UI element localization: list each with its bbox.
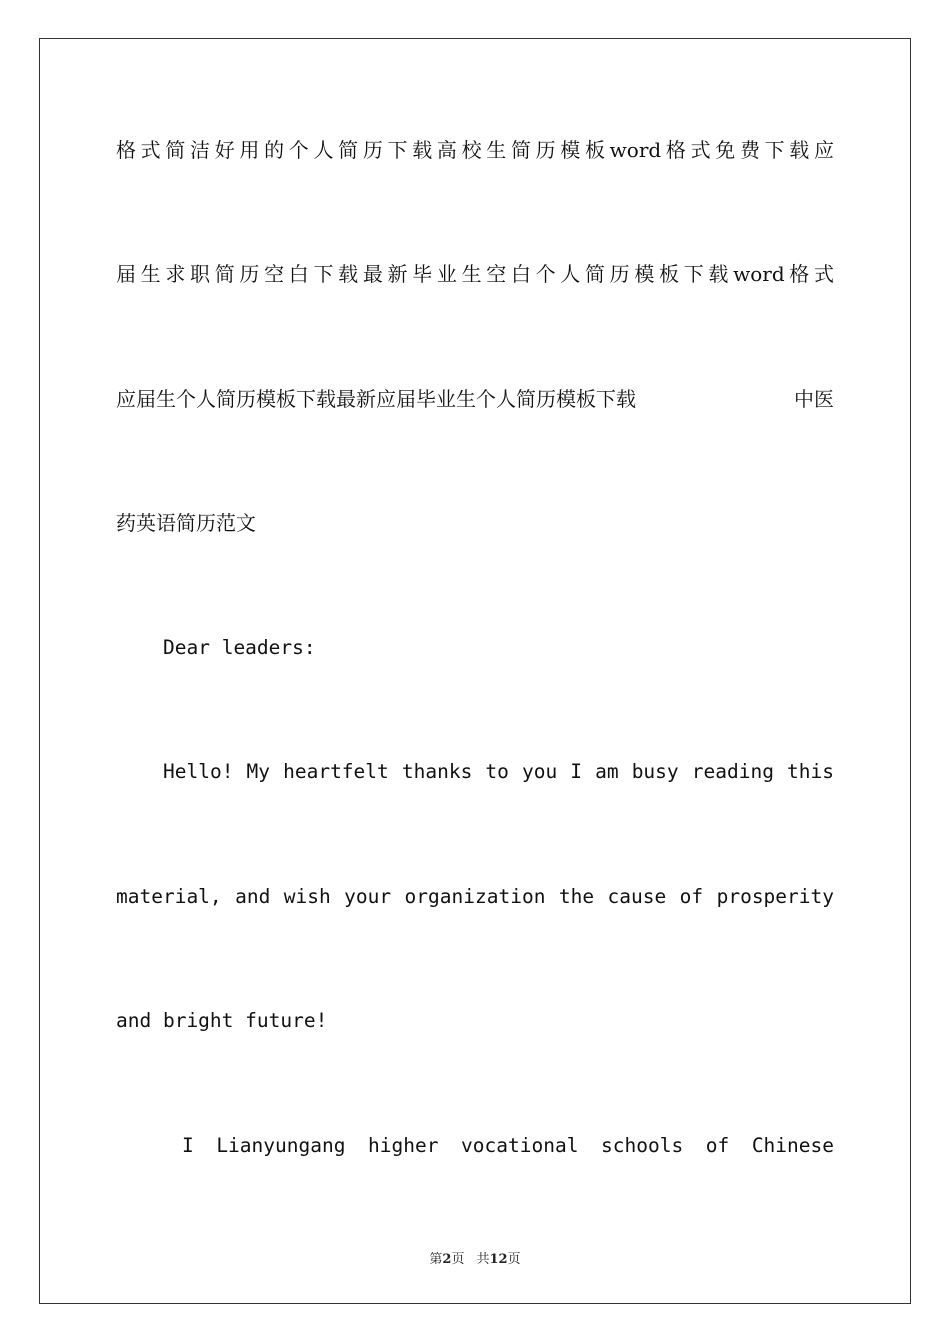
body-line-3-text: 应届生个人简历模板下载最新应届毕业生个人简历模板下载 (116, 387, 636, 411)
page-footer (0, 1248, 950, 1267)
body-line-2: 届生求职简历空白下载最新毕业生空白个人简历模板下载word格式 (116, 262, 834, 286)
page-frame (39, 38, 911, 1304)
page-number: 2 (442, 1252, 452, 1267)
salutation: Dear leaders: (163, 636, 316, 659)
body-line-4: 药英语简历范文 (116, 511, 256, 535)
page-prefix: 第 (429, 1252, 443, 1267)
total-suffix: 页 (507, 1252, 521, 1267)
paragraph-line-1: Hello! My heartfelt thanks to you I am busy reading this (163, 760, 834, 783)
page-suffix: 页 (451, 1252, 465, 1267)
total-prefix: 共 (476, 1252, 490, 1267)
body-line-3 (116, 386, 834, 412)
total-pages: 12 (489, 1252, 508, 1267)
paragraph-line-2: material, and wish your organization the cause of prosperity (116, 885, 834, 908)
paragraph-line-3: and bright future! (116, 1009, 328, 1032)
paragraph-line-4: I Lianyungang higher vocational schools of Chinese (182, 1134, 834, 1157)
body-line-1: 格式简洁好用的个人简历下载高校生简历模板word格式免费下载应 (116, 138, 834, 162)
body-line-3-tail: 中医 (794, 387, 834, 411)
